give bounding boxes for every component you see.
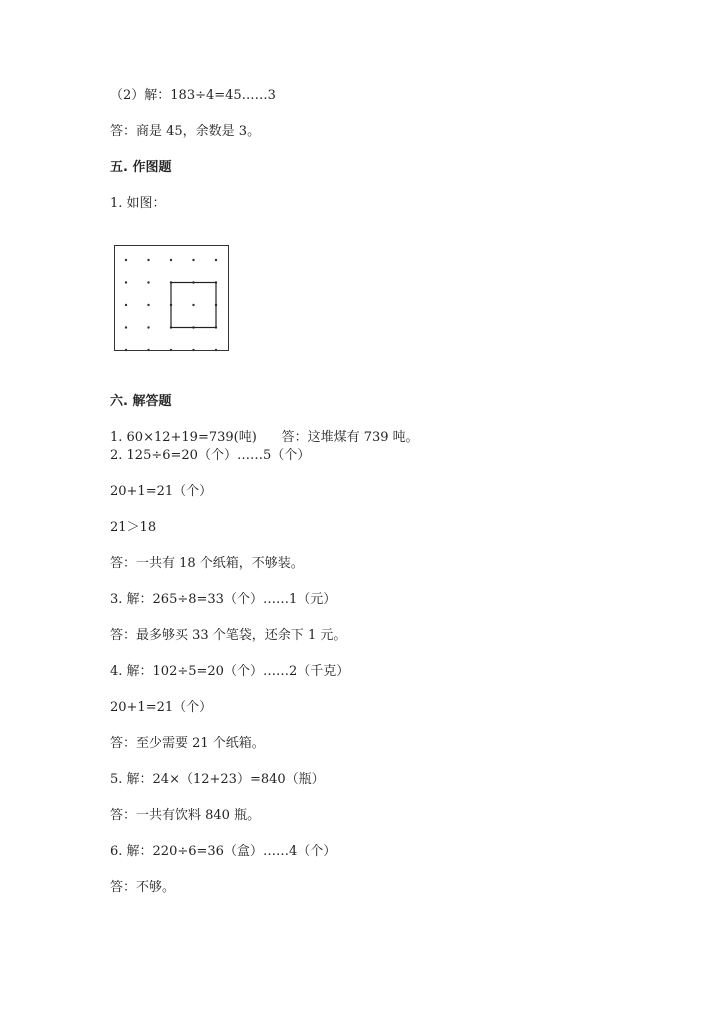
grid-dot xyxy=(147,349,149,351)
answer-line-8: 4. 解：102÷5=20（个）……2（千克） xyxy=(110,664,350,679)
grid-dot xyxy=(192,349,194,351)
grid-dot xyxy=(125,281,127,283)
answer-line-13: 6. 解：220÷6=36（盒）……4（个） xyxy=(110,844,337,859)
answer-line-3: 20+1=21（个） xyxy=(110,484,213,499)
grid-dot xyxy=(147,259,149,261)
section-6-heading: 六. 解答题 xyxy=(110,394,172,409)
answer-line-11: 5. 解：24×（12+23）=840（瓶） xyxy=(110,772,325,787)
grid-dot xyxy=(192,259,194,261)
answer-line-9: 20+1=21（个） xyxy=(110,700,213,715)
answer-line-10: 答：至少需要 21 个纸箱。 xyxy=(110,736,265,751)
q2-solution: （2）解：183÷4=45……3 xyxy=(110,88,276,103)
grid-dot xyxy=(170,349,172,351)
answer-line-7: 答：最多够买 33 个笔袋，还余下 1 元。 xyxy=(110,628,347,643)
grid-dot xyxy=(147,326,149,328)
grid-dot xyxy=(192,304,194,306)
grid-dot xyxy=(125,304,127,306)
answer-line-6: 3. 解：265÷8=33（个）……1（元） xyxy=(110,592,337,607)
grid-dot xyxy=(147,281,149,283)
section-5-heading: 五. 作图题 xyxy=(110,160,172,175)
grid-dot xyxy=(215,259,217,261)
q1-label: 1. 如图： xyxy=(110,196,166,211)
grid-dot xyxy=(125,349,127,351)
q2-answer: 答：商是 45，余数是 3。 xyxy=(110,124,261,139)
grid-dot xyxy=(147,304,149,306)
answer-line-12: 答：一共有饮料 840 瓶。 xyxy=(110,808,261,823)
dot-grid-figure xyxy=(114,245,230,353)
answer-line-5: 答：一共有 18 个纸箱，不够装。 xyxy=(110,556,304,571)
grid-dot xyxy=(215,349,217,351)
answer-line-4: 21＞18 xyxy=(110,520,157,535)
answer-line-1: 1. 60×12+19=739(吨) 答：这堆煤有 739 吨。 xyxy=(110,430,419,445)
answer-line-14: 答：不够。 xyxy=(110,880,176,895)
grid-dot xyxy=(125,259,127,261)
grid-dot xyxy=(170,259,172,261)
grid-dot xyxy=(125,326,127,328)
answer-line-2: 2. 125÷6=20（个）……5（个） xyxy=(110,448,311,463)
